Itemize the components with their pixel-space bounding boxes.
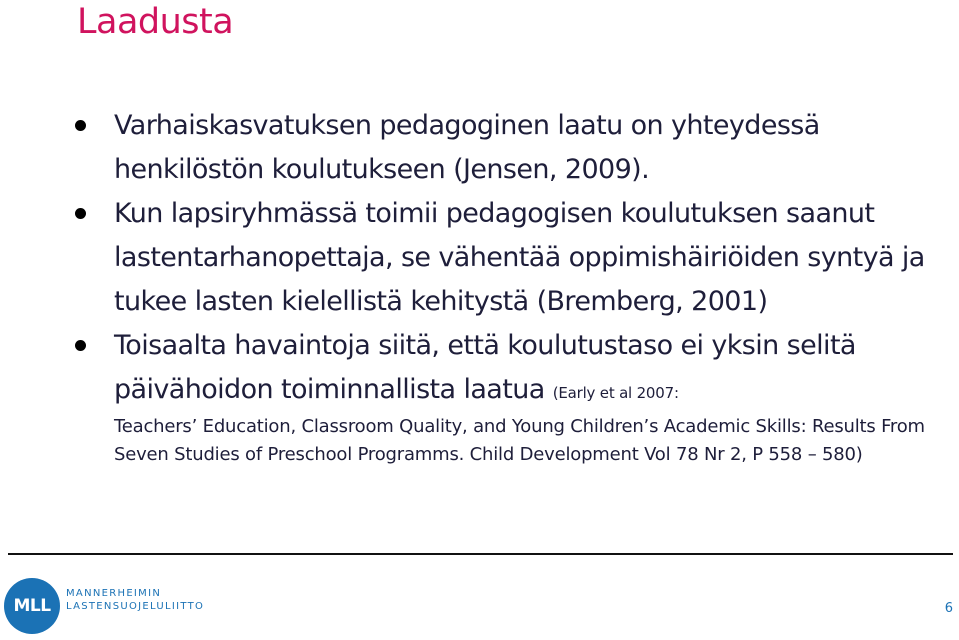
logo-wordmark	[66, 587, 204, 613]
bullet-item	[114, 192, 944, 324]
citation-text: Teachers’ Education, Classroom Quality, and Young Children’s Academic Skills: Results From Seven Studies of Preschool Programms. Child Development Vol 78 Nr 2, P 558 – 580)	[114, 416, 925, 465]
bullet-dot-icon	[75, 120, 86, 131]
footer-divider	[8, 553, 953, 555]
bullet-item	[114, 104, 944, 192]
citation-lead: (Early et al 2007:	[552, 384, 679, 402]
bullet-list	[114, 104, 944, 469]
page-number: 6	[944, 601, 953, 616]
logo-line-1: MANNERHEIMIN	[66, 588, 162, 599]
bullet-item	[114, 324, 944, 469]
slide-title: Laadusta	[77, 2, 234, 42]
bullet-text: Varhaiskasvatuksen pedagoginen laatu on yhteydessä henkilöstön koulutukseen (Jensen, 2009).	[114, 110, 820, 185]
bullet-dot-icon	[75, 208, 86, 219]
mll-logo-icon: MLL	[4, 578, 60, 634]
bullet-text: Toisaalta havaintoja siitä, että koulutustaso ei yksin selitä päivähoidon toiminnallista laatua	[114, 330, 856, 405]
bullet-text: Kun lapsiryhmässä toimii pedagogisen koulutuksen saanut lastentarhanopettaja, se vähentää oppimishäiriöiden syntyä ja tukee lasten kielellistä kehitystä (Bremberg, 2001)	[114, 198, 925, 317]
logo-line-2: LASTENSUOJELULIITTO	[66, 601, 205, 612]
bullet-dot-icon	[75, 340, 86, 351]
